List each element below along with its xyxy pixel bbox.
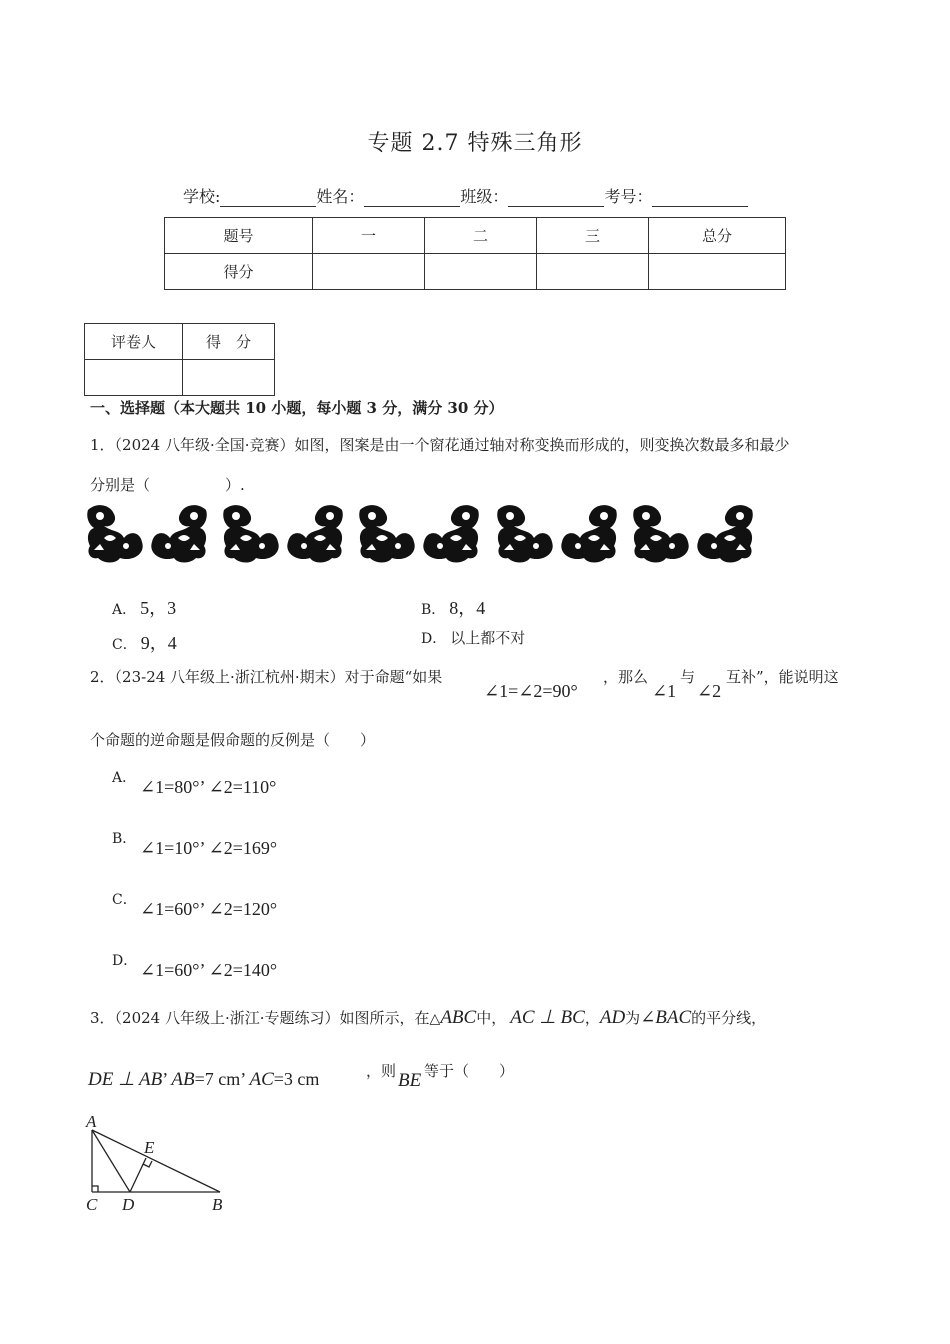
question-3-line1: 3．（2024 八年级上·浙江·专题练习）如图所示，在△ABC中， AC ⊥ BC，AD为∠BAC的平分线， bbox=[90, 1007, 767, 1028]
q2-yu-text: 与 bbox=[680, 668, 696, 686]
vertex-label-c: C bbox=[86, 1195, 98, 1214]
score-input-cell[interactable] bbox=[537, 254, 649, 290]
score-header-cell: 一 bbox=[313, 218, 425, 254]
q2-option-a-label[interactable]: A． bbox=[112, 770, 137, 786]
q1-option-c[interactable]: C． 9，4 bbox=[112, 633, 177, 653]
exam-no-label: 考号： bbox=[604, 187, 653, 206]
flower-pair-3 bbox=[359, 505, 479, 562]
q1-option-b[interactable]: B． 8，4 bbox=[421, 598, 486, 618]
triangle-figure bbox=[84, 1114, 234, 1214]
score-input-cell[interactable] bbox=[313, 254, 425, 290]
score-row-label: 得分 bbox=[165, 254, 313, 290]
flower-pair-5 bbox=[633, 505, 753, 562]
score-input-cell[interactable] bbox=[649, 254, 786, 290]
question-3-line2: DE ⊥ AB’ AB=7 cm’ AC=3 cm bbox=[88, 1069, 320, 1090]
question-2-line1: 2．（23-24 八年级上·浙江杭州·期末）对于命题“如果 bbox=[90, 668, 443, 686]
right-angle-c bbox=[92, 1186, 98, 1192]
q3-equals-text: 等于（ ） bbox=[424, 1062, 515, 1080]
school-blank[interactable] bbox=[220, 188, 316, 207]
window-flower-figure bbox=[86, 500, 756, 566]
score-table bbox=[164, 217, 786, 290]
q2-option-d-label[interactable]: D． bbox=[112, 953, 138, 969]
name-label: 姓名： bbox=[316, 187, 365, 206]
name-blank[interactable] bbox=[364, 188, 460, 207]
info-line bbox=[183, 184, 748, 207]
q2-option-c-label[interactable]: C． bbox=[112, 892, 137, 908]
q1-option-d[interactable]: D． 以上都不对 bbox=[421, 629, 526, 647]
q2-option-c-math: ∠1=60°’ ∠2=120° bbox=[140, 899, 278, 919]
score-header-cell: 三 bbox=[537, 218, 649, 254]
score-header-cell: 总分 bbox=[649, 218, 786, 254]
q3-then-text: ，则 bbox=[366, 1062, 397, 1080]
flower-pair-1 bbox=[87, 505, 207, 562]
vertex-label-b: B bbox=[212, 1195, 223, 1214]
grader-table bbox=[84, 323, 275, 396]
vertex-label-a: A bbox=[86, 1114, 97, 1131]
q3-be-math: BE bbox=[398, 1070, 422, 1091]
class-label: 班级： bbox=[460, 187, 509, 206]
question-2-line2: 个命题的逆命题是假命题的反例是（ ） bbox=[90, 731, 376, 749]
vertex-label-d: D bbox=[122, 1195, 135, 1214]
page-title: 专题 2.7 特殊三角形 bbox=[367, 131, 583, 156]
exam-no-blank[interactable] bbox=[652, 188, 748, 207]
school-label: 学校: bbox=[183, 187, 221, 206]
class-blank[interactable] bbox=[508, 188, 604, 207]
q2-suffix-text: 互补”，能说明这 bbox=[726, 668, 839, 686]
q2-condition-math: ∠1=∠2=90° bbox=[484, 681, 578, 701]
segment-de bbox=[130, 1158, 146, 1192]
q1-option-a[interactable]: A． 5，3 bbox=[112, 598, 177, 618]
section-heading: 一、选择题（本大题共 10 小题，每小题 3 分，满分 30 分） bbox=[90, 399, 504, 417]
question-text: （2024 八年级·全国·竞赛）如图，图案是由一个窗花通过轴对称变换而形成的，则变换次数最多和最少 bbox=[114, 436, 790, 454]
score-header-cell: 二 bbox=[425, 218, 537, 254]
score-input-cell[interactable] bbox=[425, 254, 537, 290]
q2-option-d-math: ∠1=60°’ ∠2=140° bbox=[140, 960, 278, 980]
q2-option-b-math: ∠1=10°’ ∠2=169° bbox=[140, 838, 278, 858]
question-number: 1． bbox=[90, 436, 115, 454]
grader-header-cell: 得 分 bbox=[183, 324, 275, 360]
score-header-cell: 题号 bbox=[165, 218, 313, 254]
flower-pair-2 bbox=[223, 505, 343, 562]
q2-mid-text: ，那么 bbox=[603, 668, 649, 686]
question-1-line2: 分别是（ ）. bbox=[90, 476, 245, 494]
vertex-label-e: E bbox=[144, 1138, 155, 1157]
q2-option-a-math: ∠1=80°’ ∠2=110° bbox=[140, 777, 277, 797]
question-1-line1 bbox=[90, 434, 790, 455]
q2-option-b-label[interactable]: B． bbox=[112, 831, 137, 847]
grader-input-cell[interactable] bbox=[183, 360, 275, 396]
q2-angle2-math: ∠2 bbox=[697, 681, 722, 701]
grader-header-cell: 评卷人 bbox=[85, 324, 183, 360]
grader-input-cell[interactable] bbox=[85, 360, 183, 396]
flower-pair-4 bbox=[497, 505, 617, 562]
q2-angle1-math: ∠1 bbox=[652, 681, 677, 701]
